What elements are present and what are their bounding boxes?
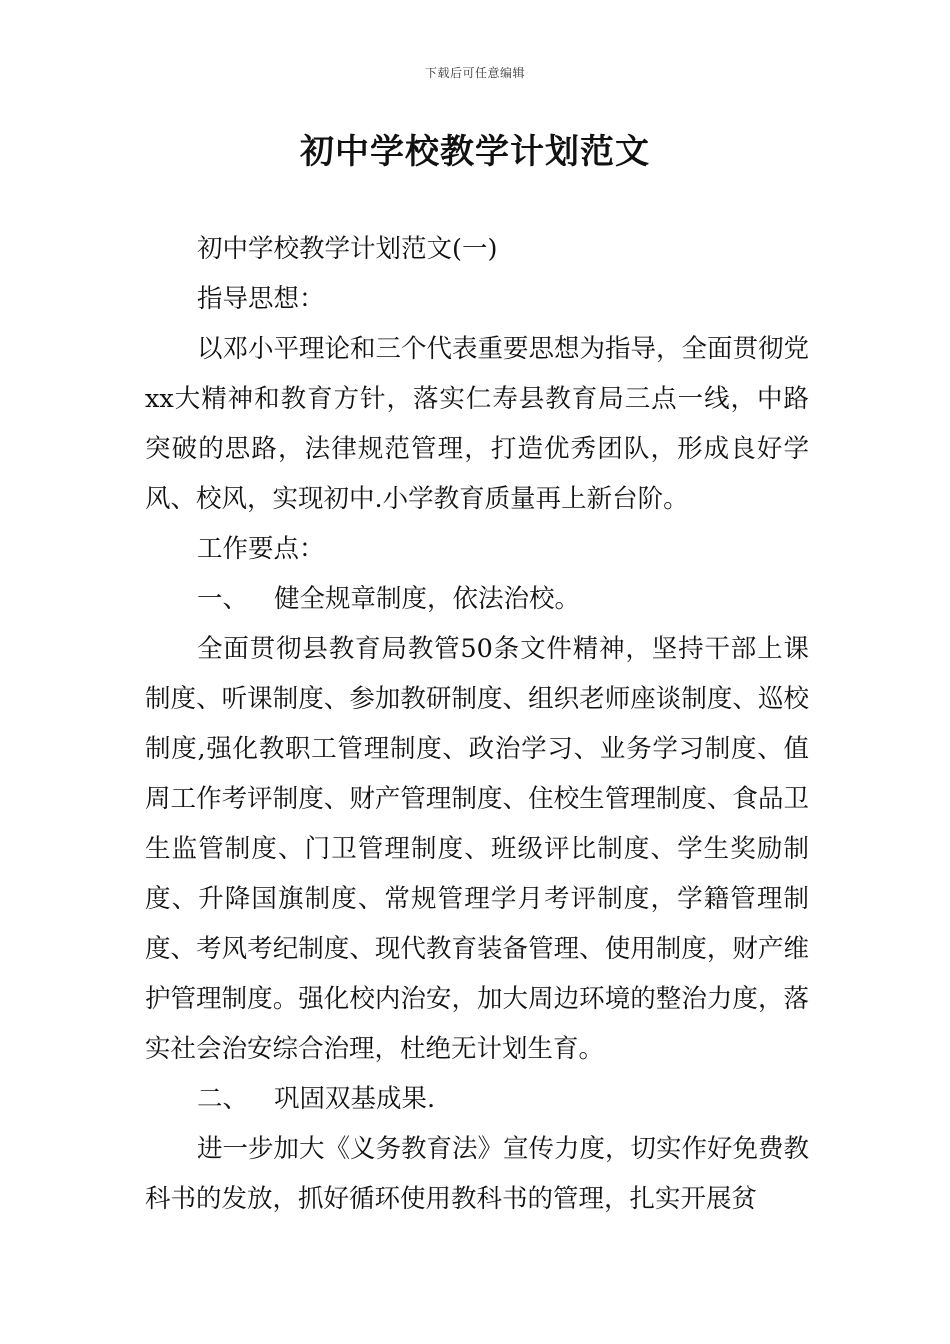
list-item-2 (145, 1074, 809, 1124)
paragraph-education-law: 进一步加大《义务教育法》宣传力度，切实作好免费教科书的发放，抓好循环使用教科书的管理，扎实开展贫 (145, 1134, 810, 1214)
list-item-1-number: 一、 (197, 584, 249, 614)
document-body (145, 224, 809, 1224)
header-note: 下载后可任意编辑 (424, 66, 525, 80)
list-item-1 (145, 574, 809, 624)
document-title: 初中学校教学计划范文 (300, 132, 650, 172)
list-item-2-number: 二、 (197, 1084, 249, 1114)
paragraph-rules: 全面贯彻县教育局教管50条文件精神，坚持干部上课制度、听课制度、参加教研制度、组织老师座谈制度、巡校制度,强化教职工管理制度、政治学习、业务学习制度、值周工作考评制度、财产管理制度、住校生管理制度、食品卫生监管制度、门卫管理制度、班级评比制度、学生奖励制度、升降国旗制度、常规管理学月考评制度，学籍管理制度、考风考纪制度、现代教育装备管理、使用制度，财产维护管理制度。强化校内治安，加大周边环境的整治力度，落实社会治安综合治理，杜绝无计划生育。 (145, 634, 809, 1064)
paragraph-guiding-ideology: 以邓小平理论和三个代表重要思想为指导，全面贯彻党xx大精神和教育方针，落实仁寿县教育局三点一线，中路突破的思路，法律规范管理，打造优秀团队，形成良好学风、校风，实现初中.小学教育质量再上新台阶。 (145, 334, 810, 514)
subheading-guiding-ideology: 指导思想： (197, 284, 325, 314)
list-item-2-text: 巩固双基成果. (274, 1084, 436, 1114)
subheading-work-points: 工作要点： (197, 534, 325, 564)
list-item-1-text: 健全规章制度，依法治校。 (274, 584, 581, 614)
section-heading: 初中学校教学计划范文(一) (197, 234, 498, 264)
